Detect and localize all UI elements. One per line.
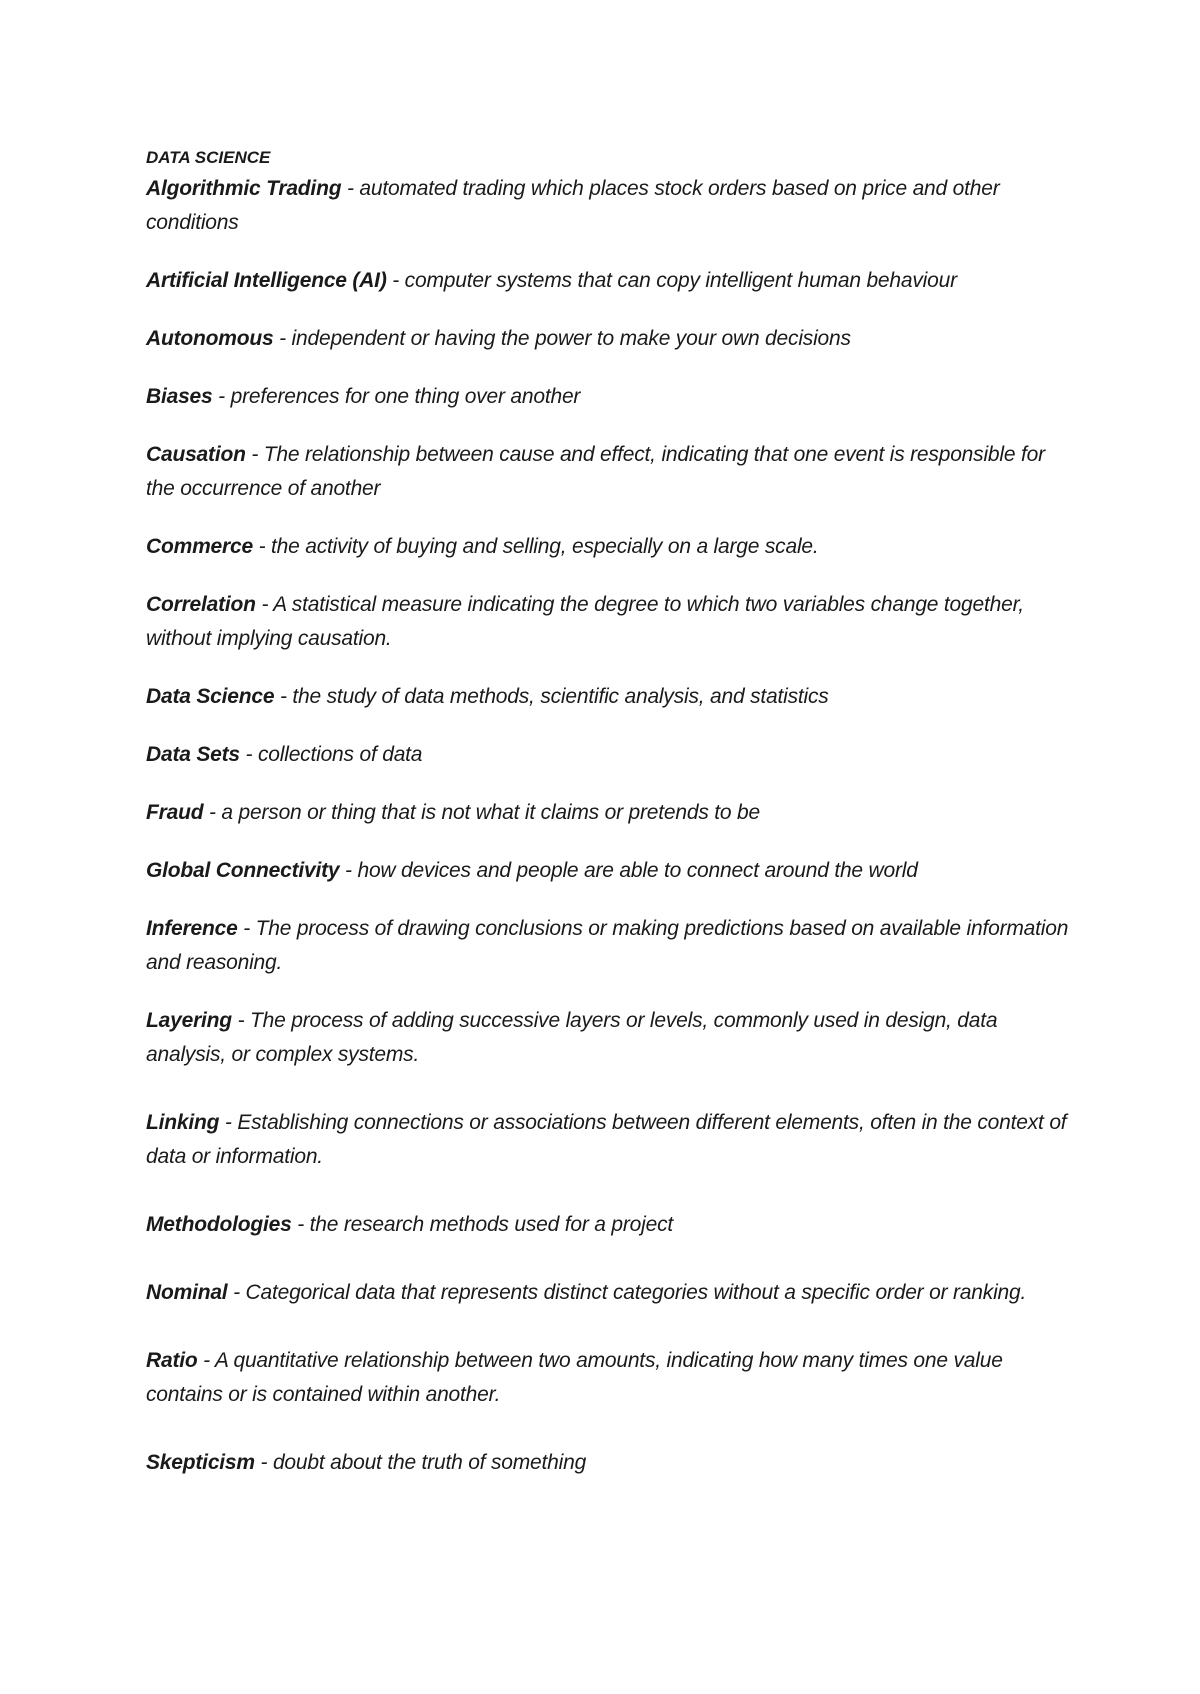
glossary-entry (146, 1344, 1076, 1412)
definition: the activity of buying and selling, especially on a large scale. (271, 535, 819, 558)
separator: - (291, 1213, 310, 1236)
glossary-entry (146, 1446, 1076, 1480)
glossary-entry (146, 1276, 1076, 1310)
separator: - (252, 535, 272, 558)
term: Biases (146, 385, 213, 408)
definition: automated trading which places stock orders based on price and other conditions (146, 177, 1000, 234)
definition: The process of adding successive layers or levels, commonly used in design, data analysis, or complex systems. (146, 1009, 998, 1066)
glossary-entry (146, 588, 1076, 656)
term: Data Science (146, 685, 275, 708)
definition: A statistical measure indicating the degree to which two variables change together, without implying causation. (146, 593, 1024, 650)
separator: - (237, 917, 256, 940)
separator: - (231, 1009, 250, 1032)
glossary-entry (146, 438, 1076, 506)
glossary-entry (146, 172, 1076, 240)
term: Artificial Intelligence (AI) (146, 269, 387, 292)
term: Linking (146, 1111, 220, 1134)
term: Commerce (146, 535, 253, 558)
glossary-entry (146, 1106, 1076, 1174)
definition: computer systems that can copy intelligent human behaviour (404, 269, 957, 292)
separator: - (255, 593, 274, 616)
term: Global Connectivity (146, 859, 340, 882)
definition: how devices and people are able to connect around the world (357, 859, 918, 882)
definition: preferences for one thing over another (230, 385, 581, 408)
document-title: DATA SCIENCE (146, 148, 271, 167)
separator: - (341, 177, 360, 200)
definition: doubt about the truth of something (272, 1451, 587, 1474)
glossary-entry (146, 530, 1076, 564)
glossary-entry (146, 738, 1076, 772)
definition: Establishing connections or associations between different elements, often in the context of data or information. (146, 1111, 1067, 1168)
term: Nominal (146, 1281, 228, 1304)
term: Autonomous (146, 327, 274, 350)
separator: - (239, 743, 258, 766)
glossary-entry (146, 1004, 1076, 1072)
glossary-entry (146, 854, 1076, 888)
glossary-entry (146, 322, 1076, 356)
definition: Categorical data that represents distinct categories without a specific order or ranking. (245, 1281, 1027, 1304)
separator: - (212, 385, 231, 408)
separator: - (219, 1111, 238, 1134)
term: Layering (146, 1009, 232, 1032)
term: Fraud (146, 801, 204, 824)
separator: - (274, 685, 293, 708)
separator: - (273, 327, 292, 350)
definition: the study of data methods, scientific analysis, and statistics (292, 685, 829, 708)
glossary-entry (146, 912, 1076, 980)
glossary-entry (146, 1208, 1076, 1242)
separator: - (203, 801, 222, 824)
glossary-entry (146, 264, 1076, 298)
separator: - (197, 1349, 215, 1372)
glossary-entry (146, 796, 1076, 830)
glossary-entry (146, 680, 1076, 714)
term: Data Sets (146, 743, 240, 766)
term: Inference (146, 917, 238, 940)
separator: - (254, 1451, 273, 1474)
definition: the research methods used for a project (309, 1213, 674, 1236)
term: Skepticism (146, 1451, 255, 1474)
definition: collections of data (257, 743, 423, 766)
separator: - (339, 859, 358, 882)
definition: a person or thing that is not what it claims or pretends to be (221, 801, 760, 824)
term: Methodologies (146, 1213, 292, 1236)
separator: - (227, 1281, 246, 1304)
term: Ratio (146, 1349, 198, 1372)
term: Causation (146, 443, 246, 466)
term: Correlation (146, 593, 256, 616)
document-page (146, 146, 1076, 1504)
separator: - (386, 269, 405, 292)
definition: A quantitative relationship between two amounts, indicating how many times one value contains or is contained within another. (146, 1349, 1003, 1406)
definition: independent or having the power to make your own decisions (291, 327, 851, 350)
definition: The process of drawing conclusions or making predictions based on available information and reasoning. (146, 917, 1069, 974)
definition: The relationship between cause and effect, indicating that one event is responsible for the occurrence of another (146, 443, 1045, 500)
separator: - (245, 443, 264, 466)
glossary-entry (146, 380, 1076, 414)
term: Algorithmic Trading (146, 177, 342, 200)
